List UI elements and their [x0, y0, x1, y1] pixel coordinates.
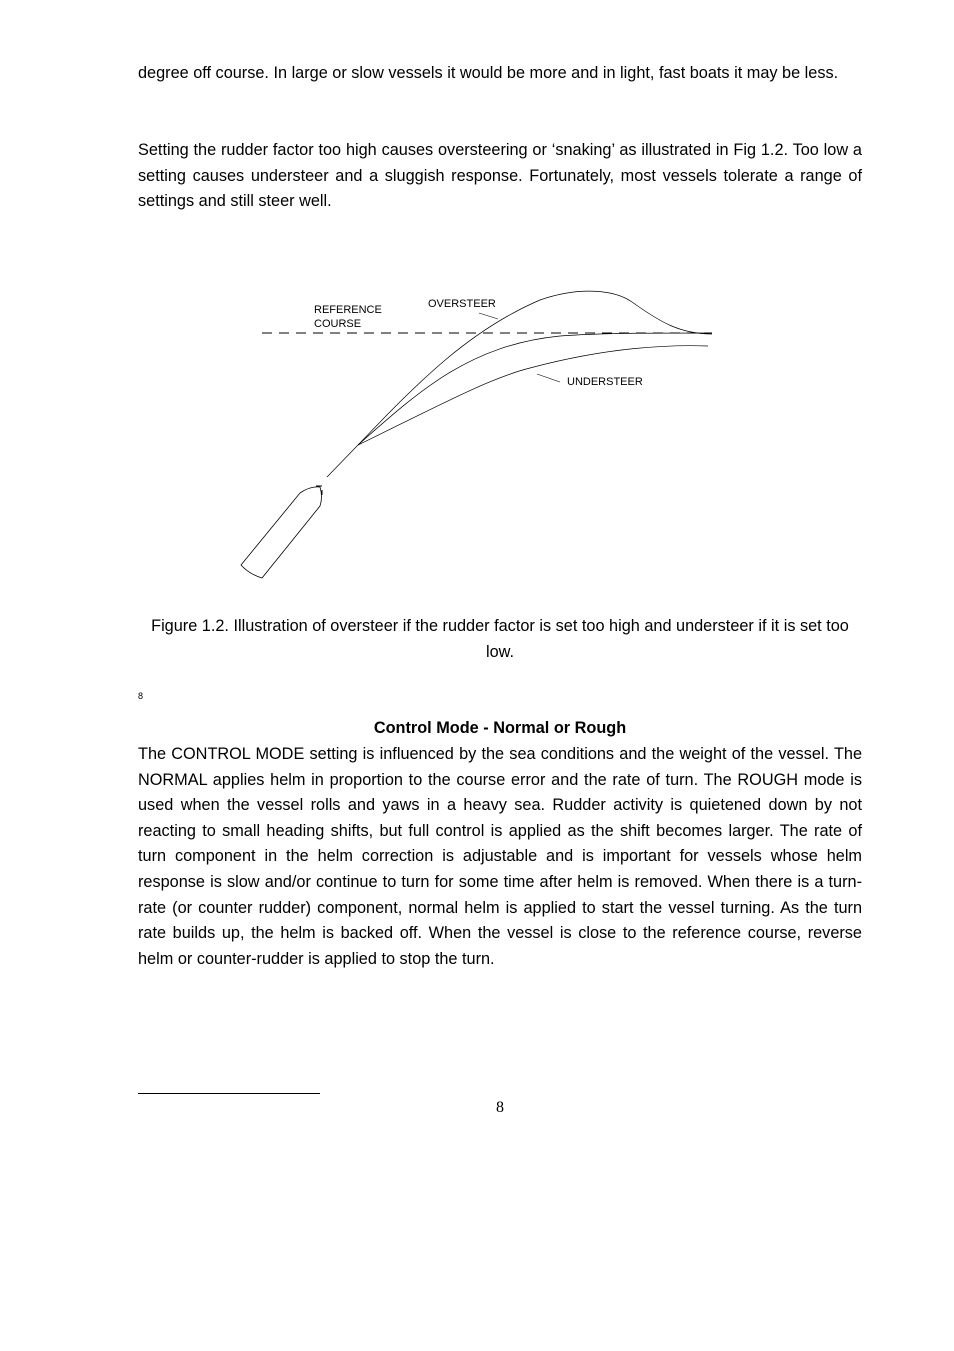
correct-steer-path [358, 333, 712, 445]
initial-track [327, 445, 358, 477]
body-paragraph-1: degree off course. In large or slow vessels it would be more and in light, fast boats it may be less. [138, 64, 839, 82]
label-reference-line2: COURSE [314, 318, 362, 330]
body-paragraph-3: The CONTROL MODE setting is influenced by the sea conditions and the weight of the vessel. The NORMAL applies helm in proportion to the course error and the rate of turn. The ROUGH mode is used when the vessel rolls and yaws in a heavy sea. Rudder activity is quietened down by not reacting to small heading shifts, but full control is applied as the shift becomes larger. The rate of turn component in the helm correction is adjustable and is important for vessels whose helm response is slow and/or continue to turn for some time after helm is removed. When there is a turn-rate (or counter rudder) component, normal helm is applied to start the vessel turning. As the turn rate builds up, the helm is backed off. When the vessel is close to the reference course, reverse helm or counter-rudder is applied to stop the turn. [138, 745, 862, 968]
figure-oversteer-understeer [230, 280, 730, 590]
boat-icon [241, 487, 322, 578]
oversteer-leader [479, 313, 498, 319]
figure-caption: Figure 1.2. Illustration of oversteer if the rudder factor is set too high and understeer if it is set too low. [151, 617, 849, 661]
understeer-leader [537, 374, 560, 382]
understeer-path [358, 346, 708, 445]
label-reference-line1: REFERENCE [314, 304, 382, 316]
section-heading: Control Mode - Normal or Rough [373, 719, 627, 737]
label-oversteer: OVERSTEER [428, 298, 496, 310]
footnote-rule [138, 1093, 320, 1094]
oversteer-path [358, 291, 712, 445]
footnote-marker: 8 [138, 691, 144, 701]
page-number: 8 [496, 1099, 504, 1116]
label-understeer: UNDERSTEER [567, 376, 643, 388]
body-paragraph-2: Setting the rudder factor too high causes oversteering or ‘snaking’ as illustrated in Fig 1.2. Too low a setting causes understeer and a sluggish response. Fortunately, most vessels tolerate a range of settings and still steer well. [138, 141, 862, 211]
